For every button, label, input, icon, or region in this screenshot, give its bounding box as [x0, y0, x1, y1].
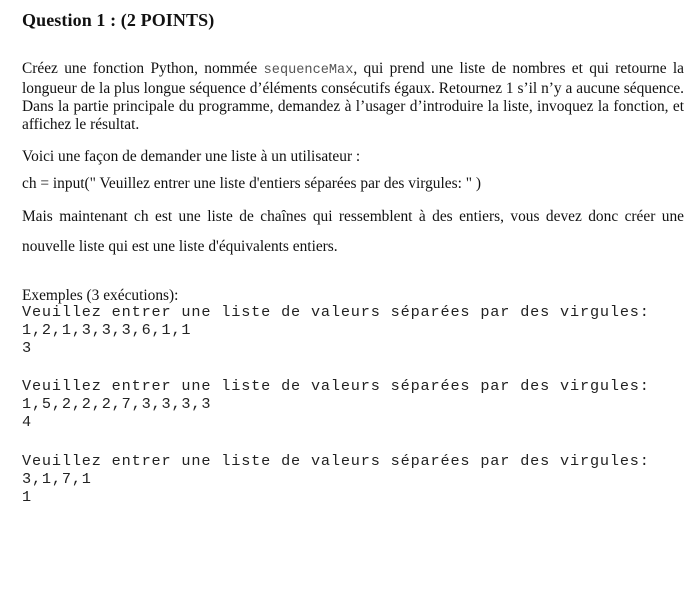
- example-output: 3: [22, 339, 32, 357]
- instructions-text-end: , qui prend une liste de nombres et qui retourne la longueur de la plus longue séquence d’éléments consécutifs égaux. Retournez 1 s’il n’y a aucune séquence. Dans la partie principale du programme, demandez à l’usager d’introduire la liste, invoquez la fonction, et affichez le résultat.: [22, 60, 684, 133]
- input-intro-paragraph: Voici une façon de demander une liste à un utilisateur :: [22, 148, 361, 165]
- example-run-1: [22, 303, 650, 357]
- example-prompt: Veuillez entrer une liste de valeurs séparées par des virgules:: [22, 303, 650, 321]
- example-input: 1,5,2,2,2,7,3,3,3,3: [22, 395, 212, 413]
- example-output: 1: [22, 488, 32, 506]
- example-output: 4: [22, 413, 32, 431]
- conversion-note-paragraph: Mais maintenant ch est une liste de chaînes qui ressemblent à des entiers, vous devez donc créer une nouvelle liste qui est une liste d'équivalents entiers.: [22, 208, 684, 255]
- instructions-text-start: Créez une fonction Python, nommée: [22, 60, 264, 77]
- input-code-line: ch = input(" Veuillez entrer une liste d'entiers séparées par des virgules: " ): [22, 175, 481, 192]
- example-prompt: Veuillez entrer une liste de valeurs séparées par des virgules:: [22, 377, 650, 395]
- example-input: 1,2,1,3,3,3,6,1,1: [22, 321, 192, 339]
- function-name: sequenceMax: [263, 63, 354, 78]
- question-title: Question 1 : (2 POINTS): [22, 10, 215, 30]
- example-run-2: [22, 377, 650, 431]
- example-prompt: Veuillez entrer une liste de valeurs séparées par des virgules:: [22, 452, 650, 470]
- example-input: 3,1,7,1: [22, 470, 92, 488]
- example-run-3: [22, 452, 650, 506]
- examples-heading: Exemples (3 exécutions):: [22, 287, 179, 304]
- instructions-paragraph: [22, 60, 684, 134]
